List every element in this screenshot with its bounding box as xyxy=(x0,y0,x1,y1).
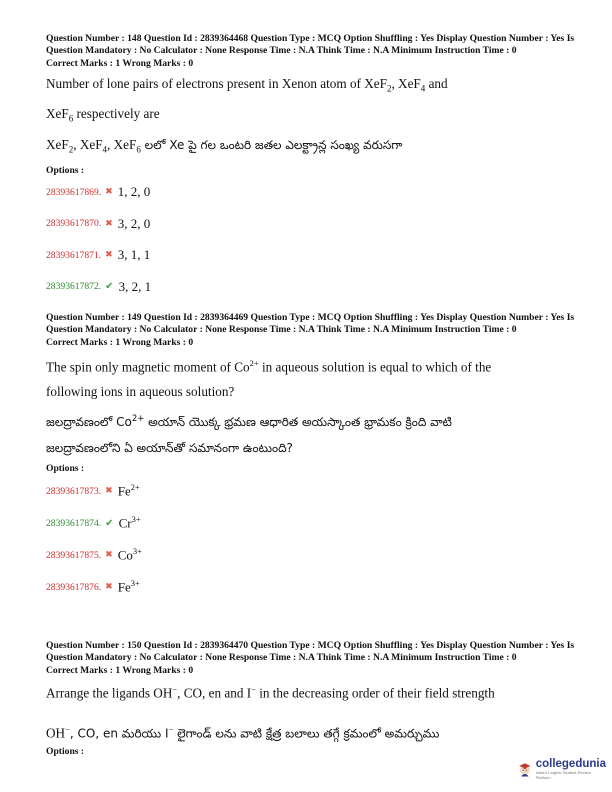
options-label: Options : xyxy=(46,463,85,474)
cross-icon: ✖ xyxy=(105,250,113,261)
option-value: $Co^{3+}$ xyxy=(117,546,142,563)
cross-icon: ✖ xyxy=(105,550,113,560)
check-icon: ✔ xyxy=(105,517,114,529)
question-149 xyxy=(46,312,576,603)
question-meta: Question Number : 149 Question Id : 2839364469 Question Type : MCQ Option Shuffling : Yes Display Question Number : Yes Is Question Mandatory : No Calculator : None Response Time : N.A Think Time : N.A Minimum Instruction Time : 0 xyxy=(46,312,575,336)
question-meta: Question Number : 150 Question Id : 2839364470 Question Type : MCQ Option Shuffling : Yes Display Question Number : Yes Is Question Mandatory : No Calculator : None Response Time : N.A Think Time : N.A Minimum Instruction Time : 0 xyxy=(46,640,575,664)
question-stem-english: Number of lone pairs of electrons present in Xenon atom of XeF$_2$, XeF$_4$ and XeF$_6$ respectively are xyxy=(46,75,448,124)
option-id: 28393617876. xyxy=(46,581,102,593)
question-meta: Question Number : 148 Question Id : 2839364468 Question Type : MCQ Option Shuffling : Yes Display Question Number : Yes Is Question Mandatory : No Calculator : None Response Time : N.A Think Time : N.A Minimum Instruction Time : 0 xyxy=(46,33,575,57)
option-id: 28393617874. xyxy=(46,517,102,529)
option-id: 28393617873. xyxy=(46,485,102,497)
question-stem-english: The spin only magnetic moment of $Co^{2+}$ in aqueous solution is equal to which of the following ions in aqueous solution? xyxy=(46,357,492,399)
question-stem-telugu: OH−, CO, en మరియు I− లైగాండ్ లను వాటి క్షేత్ర బలాలు తగ్గే క్రమంలో అమర్చుము xyxy=(46,724,440,741)
option-value: $Cr^{3+}$ xyxy=(118,514,141,531)
collegedunia-logo xyxy=(518,754,606,784)
question-148 xyxy=(46,33,576,303)
question-stem-telugu: XeF$_2$, XeF$_4$, XeF$_6$ లలో Xe పై గల ఒంటరి జతల ఎలక్ట్రాన్ల సంఖ్య వరుసగా xyxy=(46,136,403,155)
options-label: Options : xyxy=(46,746,85,758)
option-value: 3, 2, 1 xyxy=(118,278,152,294)
option-row-correct xyxy=(46,271,576,303)
cross-icon: ✖ xyxy=(105,486,113,496)
option-id: 28393617871. xyxy=(46,249,102,261)
option-row xyxy=(46,475,576,507)
option-row xyxy=(46,177,576,209)
logo-tagline: India's Largest Student Review Platform xyxy=(535,769,591,780)
question-marks: Correct Marks : 1 Wrong Marks : 0 xyxy=(46,665,194,677)
option-id: 28393617870. xyxy=(46,218,102,230)
option-id: 28393617875. xyxy=(46,549,102,561)
question-marks: Correct Marks : 1 Wrong Marks : 0 xyxy=(46,58,194,70)
option-value: 3, 1, 1 xyxy=(117,247,151,263)
logo-name: collegedunia xyxy=(535,757,606,770)
question-stem-telugu: జలద్రావణంలో $Co^{2+}$ అయాన్ యొక్క భ్రమణ ఆధారిత అయస్కాంత భ్రామకం క్రింది వాటి జలద్రావణంలోని ఏ అయాన్‌తో సమానంగా ఉంటుంది? xyxy=(46,414,452,455)
question-stem-english: Arrange the ligands OH−, CO, en and I− in the decreasing order of their field strength xyxy=(46,683,495,700)
option-row xyxy=(46,208,576,240)
question-marks: Correct Marks : 1 Wrong Marks : 0 xyxy=(46,337,194,349)
cross-icon: ✖ xyxy=(105,582,113,592)
option-value: $Fe^{2+}$ xyxy=(117,482,140,499)
option-value: 1, 2, 0 xyxy=(117,184,151,200)
option-row xyxy=(46,240,576,272)
option-row xyxy=(46,539,576,571)
cross-icon: ✖ xyxy=(105,187,113,198)
option-row xyxy=(46,571,576,603)
option-value: $Fe^{3+}$ xyxy=(117,578,140,595)
option-row-correct xyxy=(46,507,576,539)
cross-icon: ✖ xyxy=(105,218,113,229)
option-id: 28393617869. xyxy=(46,186,102,198)
question-150 xyxy=(46,640,576,758)
options-label: Options : xyxy=(46,164,85,176)
option-id: 28393617872. xyxy=(46,281,102,293)
graduate-logo-icon xyxy=(518,757,532,781)
check-icon: ✔ xyxy=(105,281,114,293)
option-value: 3, 2, 0 xyxy=(117,215,151,231)
